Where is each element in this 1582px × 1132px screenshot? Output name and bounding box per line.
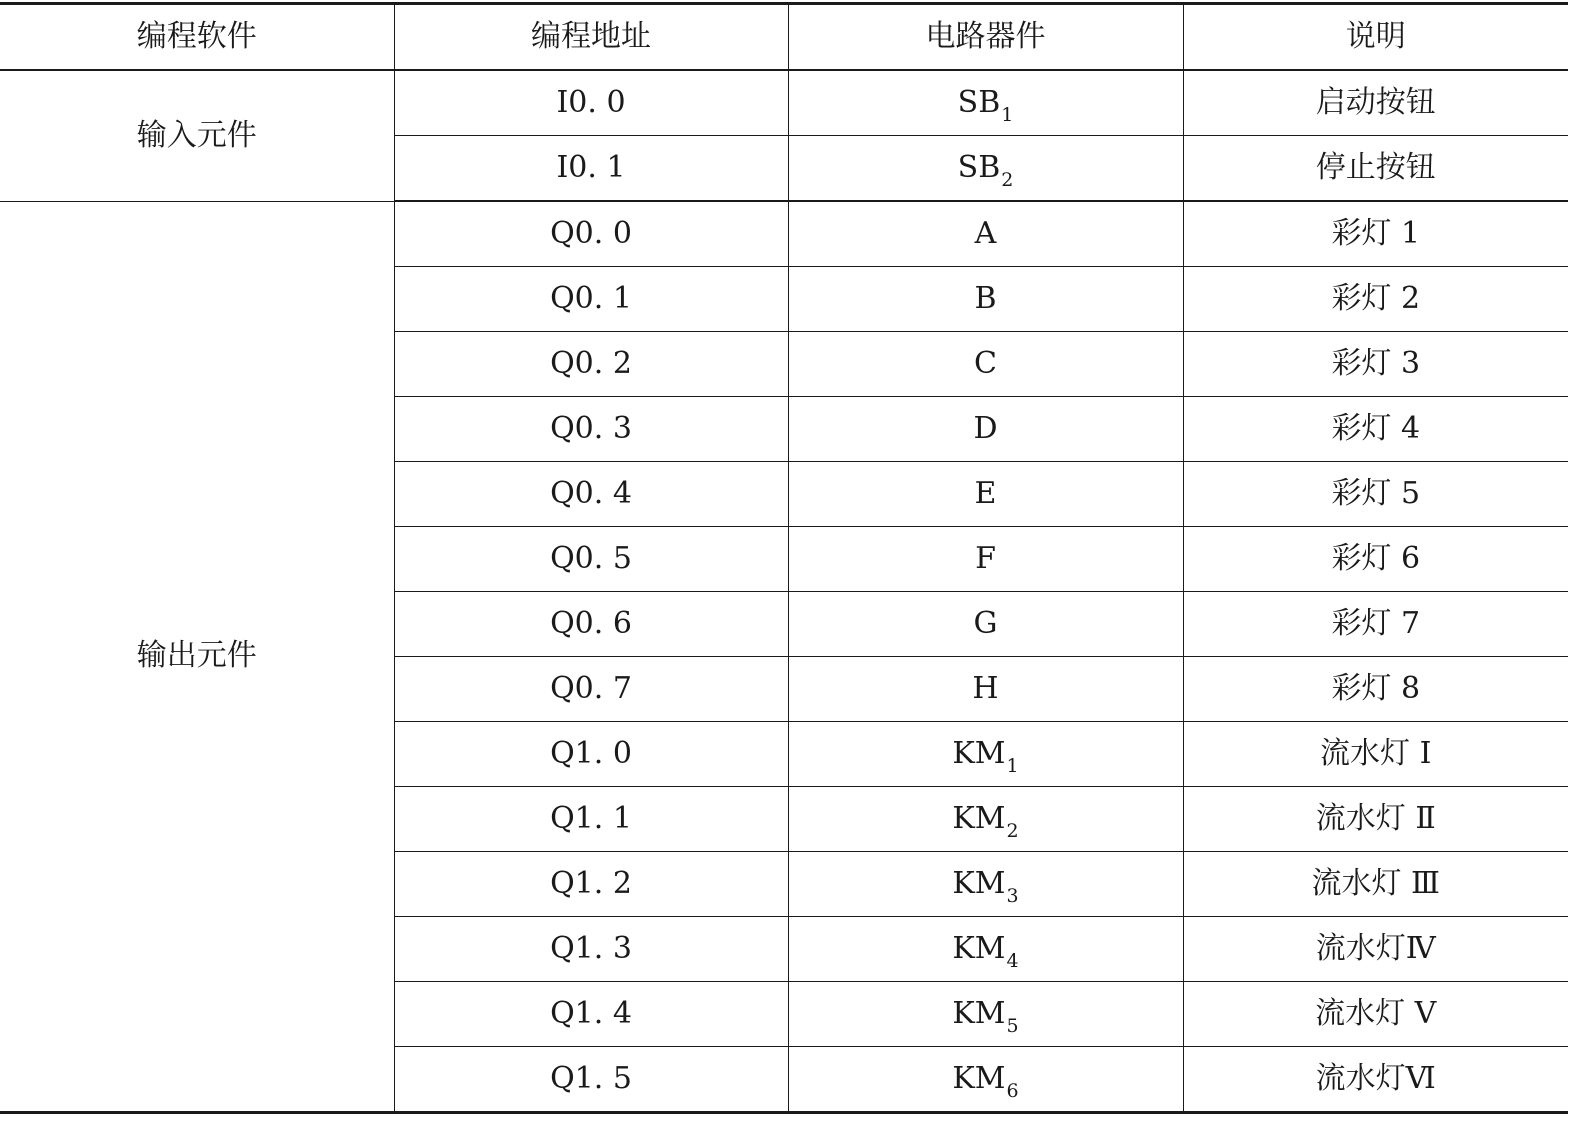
description-cell: 彩灯 7 bbox=[1183, 592, 1568, 657]
address-cell: Q1. 0 bbox=[394, 722, 788, 787]
device-label: H bbox=[972, 671, 999, 706]
group-label: 输出元件 bbox=[0, 201, 394, 1113]
address-cell: Q0. 7 bbox=[394, 657, 788, 722]
description-cell: 彩灯 6 bbox=[1183, 527, 1568, 592]
device-subscript: 4 bbox=[1006, 950, 1019, 972]
address-cell: Q0. 6 bbox=[394, 592, 788, 657]
device-cell bbox=[788, 527, 1183, 592]
description-cell: 流水灯 Ⅴ bbox=[1183, 982, 1568, 1047]
device-label: SB bbox=[957, 150, 1001, 185]
description-cell: 流水灯Ⅳ bbox=[1183, 917, 1568, 982]
io-assignment-table bbox=[0, 2, 1568, 1114]
device-cell bbox=[788, 917, 1183, 982]
header-row bbox=[0, 4, 1568, 71]
device-cell bbox=[788, 397, 1183, 462]
device-subscript: 5 bbox=[1006, 1015, 1019, 1037]
address-cell: Q1. 1 bbox=[394, 787, 788, 852]
device-label: KM bbox=[952, 931, 1006, 966]
address-cell: I0. 1 bbox=[394, 136, 788, 202]
address-cell: Q1. 2 bbox=[394, 852, 788, 917]
description-cell: 流水灯 Ⅲ bbox=[1183, 852, 1568, 917]
device-cell bbox=[788, 982, 1183, 1047]
table-row bbox=[0, 70, 1568, 136]
description-cell: 流水灯Ⅵ bbox=[1183, 1047, 1568, 1113]
address-cell: Q0. 3 bbox=[394, 397, 788, 462]
device-cell bbox=[788, 852, 1183, 917]
device-cell bbox=[788, 70, 1183, 136]
device-label: A bbox=[974, 216, 997, 251]
device-label: G bbox=[973, 606, 998, 641]
description-cell: 彩灯 2 bbox=[1183, 267, 1568, 332]
device-cell bbox=[788, 657, 1183, 722]
device-cell bbox=[788, 201, 1183, 267]
device-cell bbox=[788, 462, 1183, 527]
group-label: 输入元件 bbox=[0, 70, 394, 201]
address-cell: Q1. 5 bbox=[394, 1047, 788, 1113]
device-subscript: 3 bbox=[1006, 885, 1019, 907]
device-label: KM bbox=[952, 996, 1006, 1031]
device-label: D bbox=[973, 411, 998, 446]
device-label: KM bbox=[952, 736, 1006, 771]
device-label: E bbox=[974, 476, 997, 511]
address-cell: Q0. 5 bbox=[394, 527, 788, 592]
device-subscript: 2 bbox=[1001, 169, 1014, 191]
description-cell: 彩灯 1 bbox=[1183, 201, 1568, 267]
device-label: B bbox=[974, 281, 997, 316]
header-device: 电路器件 bbox=[788, 4, 1183, 71]
address-cell: Q0. 2 bbox=[394, 332, 788, 397]
device-subscript: 1 bbox=[1001, 104, 1014, 126]
description-cell: 彩灯 4 bbox=[1183, 397, 1568, 462]
device-cell bbox=[788, 332, 1183, 397]
description-cell: 彩灯 8 bbox=[1183, 657, 1568, 722]
device-cell bbox=[788, 136, 1183, 202]
table-header bbox=[0, 4, 1568, 71]
address-cell: Q0. 0 bbox=[394, 201, 788, 267]
description-cell: 启动按钮 bbox=[1183, 70, 1568, 136]
address-cell: Q1. 4 bbox=[394, 982, 788, 1047]
address-cell: I0. 0 bbox=[394, 70, 788, 136]
header-software: 编程软件 bbox=[0, 4, 394, 71]
header-description: 说明 bbox=[1183, 4, 1568, 71]
address-cell: Q0. 4 bbox=[394, 462, 788, 527]
device-cell bbox=[788, 787, 1183, 852]
device-label: F bbox=[975, 541, 996, 576]
address-cell: Q0. 1 bbox=[394, 267, 788, 332]
device-label: C bbox=[974, 346, 997, 381]
description-cell: 流水灯 Ⅱ bbox=[1183, 787, 1568, 852]
device-subscript: 6 bbox=[1006, 1080, 1019, 1102]
device-label: KM bbox=[952, 1061, 1006, 1096]
device-label: SB bbox=[957, 85, 1001, 120]
description-cell: 流水灯 Ⅰ bbox=[1183, 722, 1568, 787]
address-cell: Q1. 3 bbox=[394, 917, 788, 982]
device-cell bbox=[788, 1047, 1183, 1113]
device-cell bbox=[788, 722, 1183, 787]
device-subscript: 1 bbox=[1006, 755, 1019, 777]
description-cell: 停止按钮 bbox=[1183, 136, 1568, 202]
device-cell bbox=[788, 267, 1183, 332]
device-label: KM bbox=[952, 801, 1006, 836]
description-cell: 彩灯 3 bbox=[1183, 332, 1568, 397]
device-cell bbox=[788, 592, 1183, 657]
device-label: KM bbox=[952, 866, 1006, 901]
description-cell: 彩灯 5 bbox=[1183, 462, 1568, 527]
table-row bbox=[0, 201, 1568, 267]
header-address: 编程地址 bbox=[394, 4, 788, 71]
table-body bbox=[0, 70, 1568, 1113]
device-subscript: 2 bbox=[1006, 820, 1019, 842]
